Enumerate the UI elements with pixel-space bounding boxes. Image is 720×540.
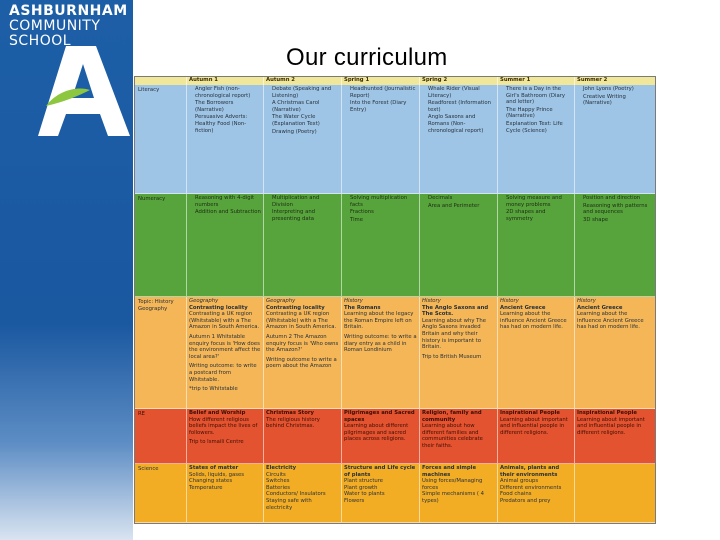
topic-text: Trip to British Museum — [422, 353, 482, 360]
topic-type: History — [344, 298, 363, 304]
topic-text: Contrasting a UK region (Whitstable) with a The Amazon in South America. — [189, 311, 260, 331]
list-item: • Multiplication and Division — [272, 195, 339, 208]
science-text: Water to plants — [344, 491, 385, 498]
literacy-cell — [575, 85, 655, 194]
term-header: Summer 2 — [577, 77, 608, 83]
science-heading: Structure and Life cycle of plants — [344, 465, 416, 478]
term-header-row — [135, 77, 655, 85]
list-item: • Position and direction — [583, 195, 653, 202]
topic-text: Writing outcome to write a poem about the Amazon — [266, 356, 337, 370]
list-item: • Anglo Saxons and Romans (Non-chronological report) — [428, 114, 495, 134]
list-item: • Drawing (Poetry) — [272, 129, 339, 136]
science-text: Animal groups — [500, 478, 539, 485]
numeracy-cell — [575, 194, 655, 297]
numeracy-row — [135, 194, 655, 297]
topic-heading: Contrasting locality — [266, 304, 325, 311]
literacy-cell — [187, 85, 264, 194]
science-text: Different environments — [500, 484, 562, 491]
science-heading: Animals, plants and their environments — [500, 465, 560, 478]
re-cell — [420, 409, 498, 464]
list-item: • 2D shapes and symmetry — [506, 209, 572, 222]
school-brand-strip — [0, 0, 133, 540]
science-text: Simple mechanisms ( 4 types) — [422, 491, 485, 504]
topic-cell — [420, 297, 498, 409]
school-name-line2: COMMUNITY — [9, 18, 101, 34]
topic-type: Geography — [189, 298, 219, 304]
list-item: • Solving measure and money problems — [506, 195, 572, 208]
list-item: • Explanation Text: Life Cycle (Science) — [506, 121, 572, 134]
numeracy-cell — [420, 194, 498, 297]
topic-heading: Contrasting locality — [189, 304, 248, 311]
re-cell — [187, 409, 264, 464]
re-text: The religious history behind Christmas. — [266, 416, 320, 430]
topic-text: *trip to Whitstable — [189, 386, 238, 393]
list-item: • Area and Perimeter — [428, 203, 495, 210]
topic-heading: The Romans — [344, 304, 381, 311]
topic-cell — [575, 297, 655, 409]
topic-heading: Ancient Greece — [500, 304, 546, 311]
list-item: • Persuasive Adverts: Healthy Food (Non-fiction) — [195, 114, 261, 134]
science-text: Changing states — [189, 478, 233, 485]
science-heading: Forces and simple machines — [422, 465, 477, 478]
topic-heading: Ancient Greece — [577, 304, 623, 311]
school-logo-icon — [38, 46, 138, 136]
re-cell — [264, 409, 342, 464]
list-item: • Reasoning with 4-digit numbers — [195, 195, 261, 208]
re-heading: Christmas Story — [266, 410, 314, 416]
topic-type: Geography — [266, 298, 296, 304]
re-cell — [342, 409, 420, 464]
subject-label: Topic: History Geography — [135, 297, 187, 409]
re-heading: Inspirational People — [577, 410, 637, 416]
subject-label: RE — [135, 409, 187, 464]
list-item: • The Water Cycle (Explanation Text) — [272, 114, 339, 127]
list-item: • Readforest (Information text) — [428, 100, 495, 113]
science-text: Batteries — [266, 484, 290, 491]
science-text: Circuits — [266, 471, 286, 478]
science-text: Temperature — [189, 484, 223, 491]
re-text: Learning about important and influential people in different religions. — [577, 416, 645, 436]
list-item: • There is a Day in the Girl's Bathroom (Diary and letter) — [506, 86, 572, 106]
list-item: • The Borrowers (Narrative) — [195, 100, 261, 113]
topic-type: History — [577, 298, 596, 304]
list-item: • A Christmas Carol (Narrative) — [272, 100, 339, 113]
numeracy-cell — [342, 194, 420, 297]
science-cell — [420, 464, 498, 523]
list-item: • Debate (Speaking and Listening) — [272, 86, 339, 99]
topic-text: Autumn 2 The Amazon enquiry focus is 'Who owns the Amazon?' — [266, 333, 339, 354]
science-row — [135, 464, 655, 523]
science-cell — [264, 464, 342, 523]
school-name — [9, 4, 128, 49]
re-text: Learning about different pilgrimages and sacred places across religions. — [344, 423, 409, 443]
topic-cell — [187, 297, 264, 409]
list-item: • Creative Writing (Narrative) — [583, 94, 653, 107]
page-title: Our curriculum — [286, 44, 448, 71]
science-cell — [575, 464, 655, 523]
numeracy-cell — [264, 194, 342, 297]
header-corner-cell — [135, 77, 187, 85]
science-text: Switches — [266, 478, 290, 485]
science-text: Conductors/ Insulators — [266, 491, 326, 498]
topic-text: Writing outcome: to write a diary entry as a child in Roman Londinium — [344, 333, 417, 354]
topic-type: History — [500, 298, 519, 304]
literacy-cell — [342, 85, 420, 194]
topic-text: Learning about the legacy the Roman Empire left on Britain. — [344, 311, 414, 331]
topic-text: Autumn 1 Whitstable enquiry focus is 'How does the environment affect the local area?' — [189, 333, 261, 360]
list-item: • Reasoning with patterns and sequences — [583, 203, 653, 216]
re-heading: Inspirational People — [500, 410, 560, 416]
literacy-cell — [420, 85, 498, 194]
topic-cell — [342, 297, 420, 409]
list-item: • Decimals — [428, 195, 495, 202]
term-header: Autumn 1 — [187, 77, 264, 85]
list-item: • Fractions — [350, 209, 417, 216]
list-item: • Headhunted (Journalistic Report) — [350, 86, 417, 99]
re-heading: Belief and Worship — [189, 410, 246, 416]
science-heading: Electricity — [266, 465, 297, 471]
re-text: Learning about important and influential people in different religions. — [500, 416, 568, 436]
list-item: • Whale Rider (Visual Literacy) — [428, 86, 495, 99]
literacy-row — [135, 85, 655, 194]
re-cell — [498, 409, 575, 464]
curriculum-table — [134, 76, 656, 524]
topic-text: Learning about the influence Ancient Greece has had on modern life. — [577, 311, 644, 331]
list-item: • Time — [350, 217, 417, 224]
list-item: • Into the Forest (Diary Entry) — [350, 100, 417, 113]
re-cell — [575, 409, 655, 464]
re-text: Trip to Ismaili Centre — [189, 439, 244, 446]
science-text: Solids, liquids, gases — [189, 471, 245, 478]
list-item: • 3D shape — [583, 217, 653, 224]
subject-label: Science — [135, 464, 187, 523]
topic-heading: The Anglo Saxons and The Scots. — [422, 304, 489, 318]
science-text: Plant structure — [344, 478, 384, 485]
term-header: Spring 1 — [342, 77, 420, 85]
school-name-line3: SCHOOL — [9, 33, 72, 49]
science-cell — [498, 464, 575, 523]
science-cell — [342, 464, 420, 523]
term-header: Autumn 2 — [264, 77, 342, 85]
numeracy-cell — [187, 194, 264, 297]
list-item: • Addition and Subtraction — [195, 209, 261, 216]
list-item: • The Happy Prince (Narrative) — [506, 107, 572, 120]
re-text: Learning about how different families and communities celebrate their faiths. — [422, 423, 483, 449]
topic-type: History — [422, 298, 441, 304]
topic-text: Learning about why The Anglo Saxons invaded Britain and why their history is important to Britain. — [422, 317, 487, 351]
science-cell — [187, 464, 264, 523]
topic-text: Writing outcome: to write a postcard from Whitstable. — [189, 363, 257, 383]
list-item: • Solving multiplication facts — [350, 195, 417, 208]
topic-cell — [498, 297, 575, 409]
topic-row — [135, 297, 655, 409]
literacy-cell — [498, 85, 575, 194]
topic-text: Contrasting a UK region (Whitstable) with a The Amazon in South America. — [266, 311, 337, 331]
re-heading: Religion, family and community — [422, 410, 482, 423]
science-text: Food chains — [500, 491, 532, 498]
science-text: Staying safe with electricity — [266, 497, 312, 511]
science-text: Predators and prey — [500, 497, 551, 504]
term-header: Summer 1 — [498, 77, 575, 85]
school-name-line1: ASHBURNHAM — [9, 3, 128, 19]
literacy-cell — [264, 85, 342, 194]
list-item: • John Lyons (Poetry) — [583, 86, 653, 93]
term-header: Spring 2 — [420, 77, 498, 85]
re-heading: Pilgrimages and Sacred spaces — [344, 410, 415, 423]
topic-text: Learning about the influence Ancient Greece has had on modern life. — [500, 311, 567, 331]
subject-label: Literacy — [135, 85, 187, 194]
list-item: • Interpreting and presenting data — [272, 209, 339, 222]
numeracy-cell — [498, 194, 575, 297]
subject-label: Numeracy — [135, 194, 187, 297]
science-text: Flowers — [344, 497, 365, 504]
science-text: Using forces/Managing forces — [422, 478, 483, 491]
re-row — [135, 409, 655, 464]
list-item: • Angler Fish (non-chronological report) — [195, 86, 261, 99]
re-text: How different religious beliefs impact the lives of followers. — [189, 416, 258, 436]
science-text: Plant growth — [344, 484, 378, 491]
science-heading: States of matter — [189, 465, 239, 471]
topic-cell — [264, 297, 342, 409]
